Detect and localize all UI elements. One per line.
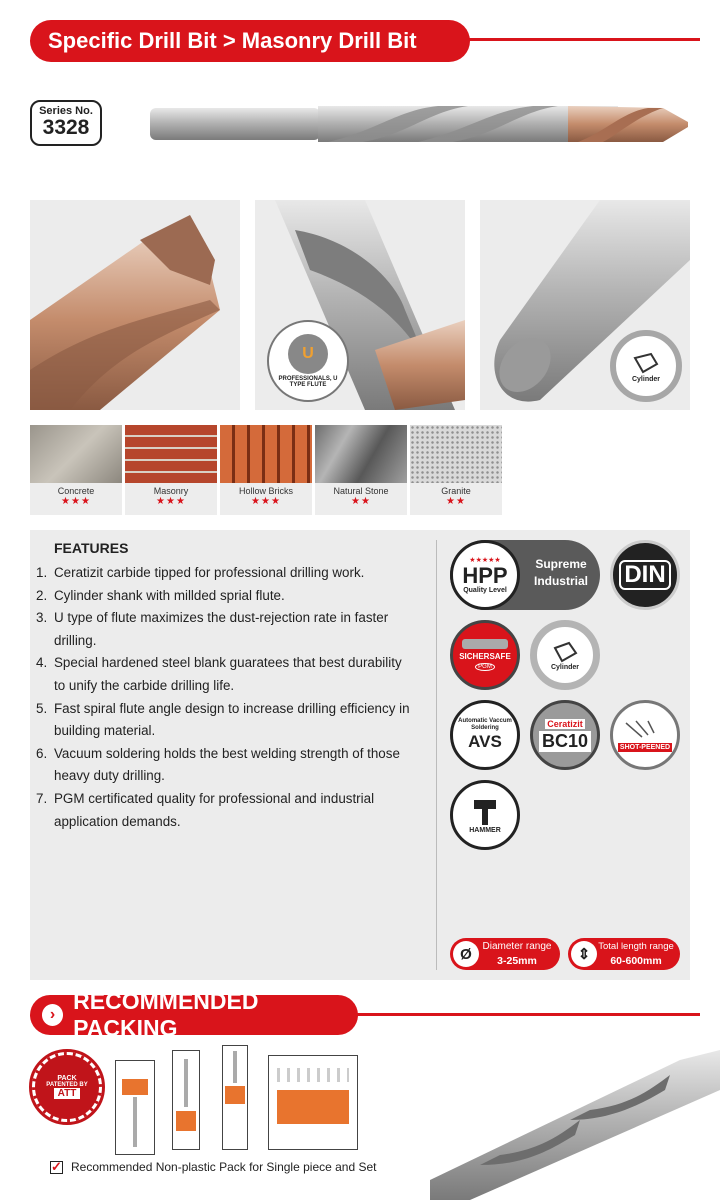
hammer-label: HAMMER: [469, 826, 501, 834]
diameter-icon: Ø: [453, 941, 479, 967]
material-label: Masonry: [153, 486, 189, 496]
avs-badge: [450, 700, 520, 770]
seal-line-1: PACK: [57, 1075, 77, 1082]
material-natural-stone: [315, 425, 407, 515]
list-item: 5. Fast spiral flute angle design to increase drilling efficiency in building material.: [36, 700, 410, 739]
ceratizit-bc10-badge: [530, 700, 600, 770]
series-number-box: [30, 100, 102, 146]
packing-title: RECOMMENDED PACKING: [73, 988, 259, 1041]
pgm-label: PGM: [475, 663, 495, 671]
material-rating: ★★★: [251, 496, 281, 507]
length-range-pill: [568, 938, 680, 970]
cylinder-badge: [610, 330, 682, 402]
shot-peened-badge: [610, 700, 680, 770]
material-label: Granite: [441, 486, 471, 496]
material-concrete: [30, 425, 122, 515]
packing-note: [50, 1160, 377, 1174]
list-item: 4. Special hardened steel blank guaratees that best durability to unify the carbide drilling life.: [36, 655, 402, 693]
packing-rule: [350, 1013, 700, 1016]
carbide-tip-photo: [30, 200, 240, 410]
hpp-stars: ★★★★★: [469, 556, 501, 564]
features-list: [36, 562, 416, 833]
sichersafe-label: SICHERSAFE: [459, 652, 511, 661]
drill-bit-image: [148, 100, 693, 148]
din-label: DIN: [619, 560, 670, 590]
din-badge: [610, 540, 680, 610]
hammer-icon: [470, 797, 500, 827]
ceratizit-label: Ceratizit: [547, 718, 583, 729]
list-item: 3. U type of flute maximizes the dust-rejection rate in faster drilling.: [36, 610, 389, 648]
material-masonry: [125, 425, 217, 515]
material-label: Hollow Bricks: [238, 486, 293, 496]
hammer-badge: [450, 780, 520, 850]
shot-peened-label: SHOT-PEENED: [619, 743, 671, 751]
avs-ring-text: Automatic Vaccum Soldering: [458, 718, 512, 731]
header-title-pill: [30, 20, 470, 62]
granite-texture: [410, 425, 502, 483]
panel-divider: [436, 540, 437, 970]
list-item: 2. Cylinder shank with millded sprial flute.: [36, 587, 285, 603]
list-item: 7. PGM certificated quality for professional and industrial application demands.: [36, 790, 375, 829]
hpp-sub: Quality Level: [463, 586, 507, 594]
spec-title: Diameter range: [482, 941, 552, 952]
package-set: [268, 1055, 358, 1150]
material-rating: ★★★: [61, 496, 91, 507]
brick-texture: [125, 425, 217, 483]
hpp-side-line-2: Industrial: [533, 574, 588, 588]
spec-title: Total length range: [598, 941, 674, 952]
series-label: Series No.: [39, 105, 93, 117]
cylinder-shank-label: Cylinder: [550, 663, 579, 671]
seal-line-3: ATT: [54, 1088, 81, 1099]
package-single-3: [222, 1045, 248, 1150]
packing-note-text: Recommended Non-plastic Pack for Single piece and Set: [71, 1160, 377, 1174]
checkbox-checked-icon: ✓: [51, 1159, 62, 1174]
list-item: 6. Vacuum soldering holds the best welding strength of those heavy duty drilling.: [36, 745, 400, 784]
packing-title-pill: [30, 988, 358, 1041]
package-single-2: [172, 1050, 200, 1150]
seal-line-2: PATENTED BY: [46, 1082, 88, 1088]
material-rating: ★★: [351, 496, 371, 507]
u-flute-photo: [255, 200, 465, 410]
cylinder-shank-badge: [530, 620, 600, 690]
cylinder-badge-label: Cylinder: [631, 375, 660, 383]
sichersafe-badge: [450, 620, 520, 690]
cylinder-shank-photo: [480, 200, 690, 410]
features-title: FEATURES: [54, 540, 129, 556]
avs-label: AVS: [468, 732, 502, 751]
material-label: Natural Stone: [333, 486, 389, 496]
spec-value: 3-25mm: [497, 955, 537, 967]
drill-bit-decor-image: [430, 1050, 720, 1200]
hpp-circle: [450, 540, 520, 610]
diameter-range-pill: [450, 938, 560, 970]
patent-seal: [32, 1052, 102, 1122]
spec-value: 60-600mm: [610, 955, 662, 967]
page-title: Specific Drill Bit > Masonry Drill Bit: [48, 28, 417, 53]
u-flute-badge-label: PROFESSIONALS, U TYPE FLUTE: [278, 376, 338, 388]
u-flute-badge: U PROFESSIONALS, U TYPE FLUTE: [267, 320, 349, 402]
concrete-texture: [30, 425, 122, 483]
material-label: Concrete: [57, 486, 95, 496]
material-rating: ★★: [446, 496, 466, 507]
hollow-brick-texture: [220, 425, 312, 483]
series-number: 3328: [42, 116, 90, 139]
bc10-label: BC10: [539, 731, 591, 752]
material-rating: ★★★: [156, 496, 186, 507]
length-icon: ⇕: [571, 941, 597, 967]
hpp-side-line-1: Supreme: [535, 557, 587, 571]
hpp-quality-badge: [450, 540, 600, 610]
hpp-title: HPP: [462, 562, 508, 588]
material-hollow-bricks: [220, 425, 312, 515]
stone-texture: [315, 425, 407, 483]
chevron-right-icon: ›: [42, 1004, 63, 1026]
package-single-1: [115, 1060, 155, 1155]
list-item: 1. Ceratizit carbide tipped for professional drilling work.: [36, 565, 365, 580]
material-granite: [410, 425, 502, 515]
